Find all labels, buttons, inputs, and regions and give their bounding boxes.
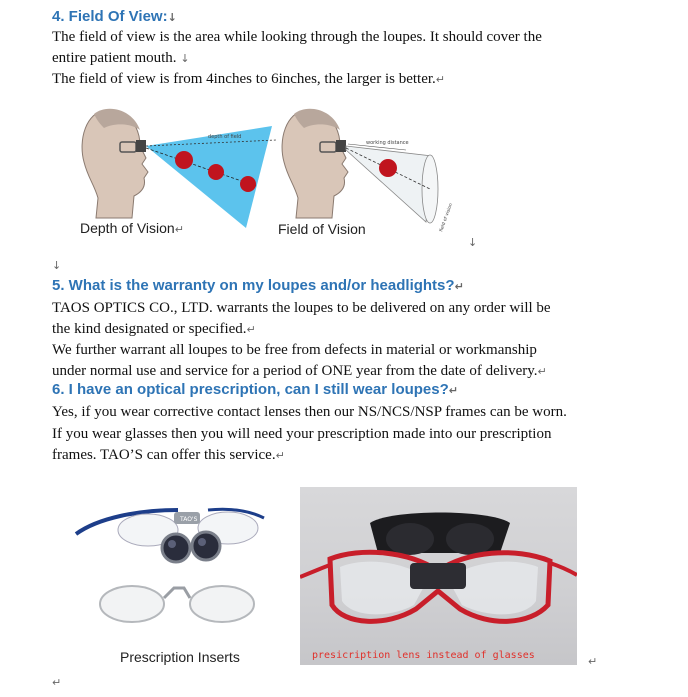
brand-logo-text: TAO'S: [180, 516, 198, 523]
section-heading-field-of-view: 4. Field Of View:↓: [52, 8, 177, 25]
field-of-vision-side-label: field of vision: [439, 202, 455, 233]
caption-field-of-vision: Field of Vision: [278, 221, 366, 237]
section-heading-warranty: 5. What is the warranty on my loupes and/or headlights?↵: [52, 277, 464, 294]
insert-lens-left: [100, 586, 164, 622]
warranty-line-2: the kind designated or specified.↵: [52, 321, 256, 337]
apple-far: [240, 176, 256, 192]
prescription-line-3: frames. TAO’S can offer this service.↵: [52, 447, 285, 463]
section-heading-prescription: 6. I have an optical prescription, can I still wear loupes?↵: [52, 381, 459, 398]
paragraph-mark-photo: ↵: [588, 655, 598, 668]
prescription-glasses-photo: [300, 487, 577, 665]
apple-middle: [208, 164, 224, 180]
head-left: [82, 109, 148, 218]
line-break-mark-figure: ↓: [468, 236, 478, 249]
line-break-mark-empty: ↓: [52, 259, 62, 272]
loupe-ocular-left: [162, 534, 190, 562]
warranty-line-1: TAOS OPTICS CO., LTD. warrants the loupes to be delivered on any order will be: [52, 300, 551, 316]
prescription-line-2: If you wear glasses then you will need your prescription made into our prescription: [52, 426, 552, 442]
fov-line-2: entire patient mouth. ↓: [52, 50, 190, 66]
paragraph-mark-bottom: ↵: [52, 676, 62, 689]
warranty-line-4: under normal use and service for a period of ONE year from the date of delivery.↵: [52, 363, 547, 379]
apple-right: [379, 159, 397, 177]
depth-field-shape: [146, 126, 272, 228]
head-right: [282, 109, 348, 218]
loupe-ocular-right: [192, 532, 220, 560]
prescription-line-1: Yes, if you wear corrective contact lenses then our NS/NCS/NSP frames can be worn.: [52, 404, 567, 420]
insert-lens-right: [190, 586, 254, 622]
fov-line-3: The field of view is from 4inches to 6inches, the larger is better.↵: [52, 71, 446, 87]
apple-near: [175, 151, 193, 169]
caption-prescription-inserts: Prescription Inserts: [120, 649, 240, 665]
working-distance-small-label: working distance: [366, 140, 409, 146]
depth-of-field-small-label: depth of field: [208, 134, 242, 140]
fov-line-1: The field of view is the area while looking through the loupes. It should cover the: [52, 29, 542, 45]
warranty-line-3: We further warrant all loupes to be free from defects in material or workmanship: [52, 342, 537, 358]
photo-caption-red: presicription lens instead of glasses: [312, 650, 535, 661]
prescription-inserts-image: [68, 488, 276, 638]
caption-depth-of-vision: Depth of Vision↵: [80, 220, 184, 236]
